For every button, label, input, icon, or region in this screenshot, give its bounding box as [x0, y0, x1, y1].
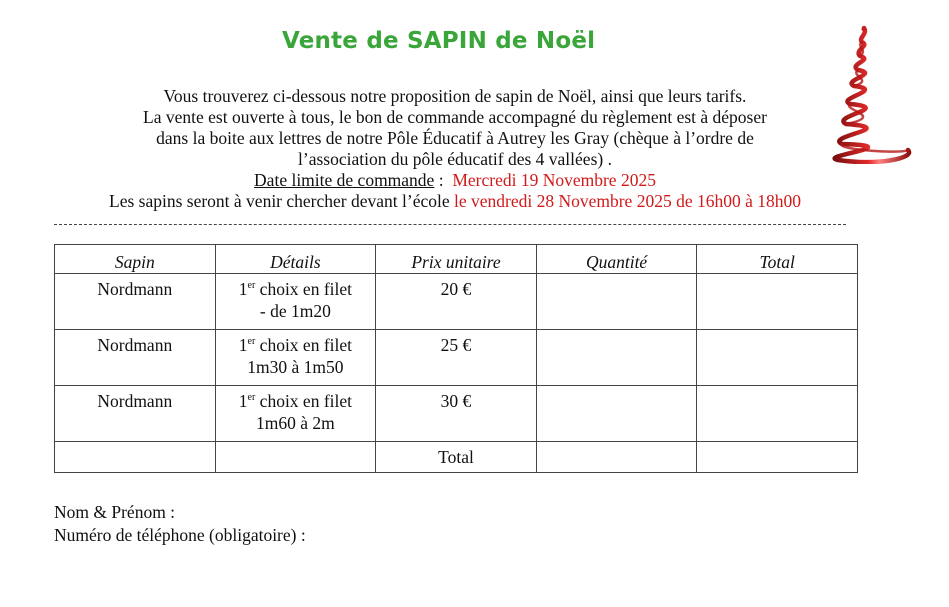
pickup-value: le vendredi 28 Novembre 2025 de 16h00 à 18h00 — [453, 191, 801, 211]
cell-sapin: Nordmann — [55, 274, 216, 330]
deadline-separator: : — [434, 170, 453, 190]
contact-fields — [54, 501, 306, 547]
header-details: Détails — [215, 245, 376, 274]
cell-total[interactable] — [697, 274, 858, 330]
deadline-label: Date limite de commande — [254, 170, 435, 190]
choice-sup: er — [247, 392, 256, 404]
intro-line: Vous trouverez ci-dessous notre proposition de sapin de Noël, ainsi que leurs tarifs. — [163, 86, 747, 106]
order-table — [54, 244, 858, 473]
table-row — [55, 330, 858, 386]
choice-sup: er — [247, 336, 256, 348]
deadline-value: Mercredi 19 Novembre 2025 — [452, 170, 656, 190]
table-header-row — [55, 245, 858, 274]
dashed-separator — [54, 224, 846, 225]
header-sapin: Sapin — [55, 245, 216, 274]
header-quantite: Quantité — [536, 245, 697, 274]
cell-price: 20 € — [376, 274, 537, 330]
pickup-line — [40, 191, 870, 212]
choice-text: choix en filet — [255, 279, 352, 299]
cell-grand-total[interactable] — [697, 442, 858, 473]
phone-label: Numéro de téléphone (obligatoire) : — [54, 525, 306, 545]
table-row — [55, 386, 858, 442]
name-label: Nom & Prénom : — [54, 502, 176, 522]
choice-sup: er — [247, 280, 256, 292]
intro-line: dans la boite aux lettres de notre Pôle Éducatif à Autrey les Gray (chèque à l’ordre de — [156, 128, 754, 148]
choice-num: 1 — [238, 391, 248, 411]
deadline-line — [40, 170, 870, 191]
size-text: 1m30 à 1m50 — [247, 357, 344, 377]
size-text: - de 1m20 — [259, 301, 331, 321]
choice-text: choix en filet — [255, 335, 352, 355]
size-text: 1m60 à 2m — [256, 413, 335, 433]
intro-text — [40, 86, 870, 212]
cell-sapin: Nordmann — [55, 330, 216, 386]
cell-total-quantity[interactable] — [536, 442, 697, 473]
cell-total[interactable] — [697, 386, 858, 442]
cell-quantity[interactable] — [536, 274, 697, 330]
cell-empty — [55, 442, 216, 473]
header-total: Total — [697, 245, 858, 274]
total-label: Total — [376, 442, 537, 473]
cell-total[interactable] — [697, 330, 858, 386]
intro-line: La vente est ouverte à tous, le bon de commande accompagné du règlement est à déposer — [143, 107, 767, 127]
intro-line: l’association du pôle éducatif des 4 vallées) . — [298, 149, 612, 169]
header-prix: Prix unitaire — [376, 245, 537, 274]
cell-details — [215, 330, 376, 386]
cell-quantity[interactable] — [536, 386, 697, 442]
cell-details — [215, 386, 376, 442]
choice-num: 1 — [238, 335, 248, 355]
cell-empty — [215, 442, 376, 473]
cell-price: 30 € — [376, 386, 537, 442]
page-title: Vente de SAPIN de Noël — [282, 28, 596, 54]
table-row — [55, 274, 858, 330]
cell-quantity[interactable] — [536, 330, 697, 386]
table-total-row — [55, 442, 858, 473]
choice-text: choix en filet — [255, 391, 352, 411]
choice-num: 1 — [238, 279, 248, 299]
cell-details — [215, 274, 376, 330]
cell-sapin: Nordmann — [55, 386, 216, 442]
cell-price: 25 € — [376, 330, 537, 386]
pickup-prefix: Les sapins seront à venir chercher devant l’école — [109, 191, 454, 211]
